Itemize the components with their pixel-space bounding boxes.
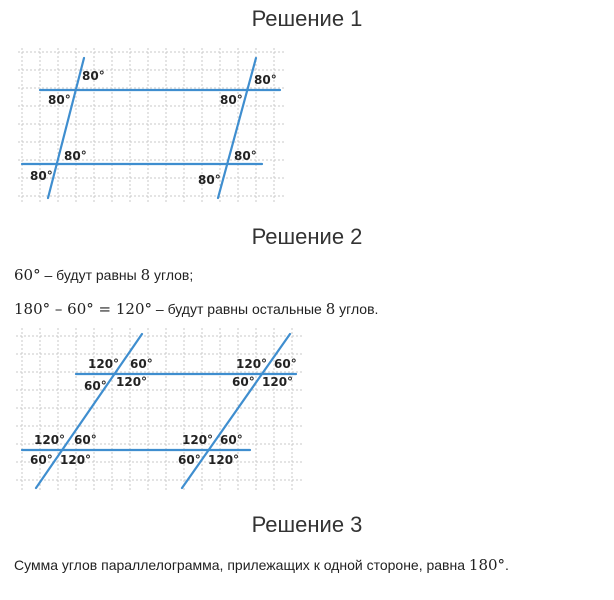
solution-2-line-1 — [14, 266, 193, 284]
solution-2-line-2 — [14, 300, 378, 318]
text-fragment: . — [505, 557, 509, 573]
solution-2-heading: Решение 2 — [251, 224, 363, 249]
solution-1-heading: Решение 1 — [251, 6, 363, 31]
angle-label: 80° — [220, 93, 243, 107]
angle-label: 80° — [198, 173, 221, 187]
angle-label: 80° — [30, 169, 53, 183]
text-fragment: углов; — [150, 267, 194, 283]
solution-3-heading: Решение 3 — [251, 512, 363, 537]
angle-label: 120° — [88, 357, 120, 371]
angle-label: 60° — [274, 357, 297, 371]
angle-label: 120° — [236, 357, 268, 371]
angle-label: 120° — [116, 375, 148, 389]
transversal-left — [48, 58, 84, 198]
text-fragment: углов. — [335, 301, 379, 317]
angle-label: 60° — [84, 379, 107, 393]
angle-label: 60° — [130, 357, 153, 371]
figure-2-diagram — [16, 328, 306, 494]
angle-label: 80° — [82, 69, 105, 83]
text-fragment: Сумма углов параллелограмма, прилежащих к одной стороне, равна — [14, 557, 469, 573]
angle-label: 80° — [234, 149, 257, 163]
angle-label: 120° — [262, 375, 294, 389]
transversal-right — [218, 58, 256, 198]
math-number: 8 — [325, 300, 336, 318]
angle-label: 60° — [30, 453, 53, 467]
angle-label: 80° — [254, 73, 277, 87]
figure-2-grid — [16, 328, 302, 492]
angle-label: 120° — [60, 453, 92, 467]
angle-label: 80° — [64, 149, 87, 163]
figure-1-grid — [18, 48, 286, 204]
angle-label: 60° — [178, 453, 201, 467]
angle-label: 120° — [182, 433, 214, 447]
solution-3-text — [14, 556, 509, 574]
math-expression: 180° — [468, 556, 506, 574]
math-number: 8 — [140, 266, 151, 284]
angle-label: 60° — [74, 433, 97, 447]
angle-label: 60° — [232, 375, 255, 389]
angle-label: 60° — [220, 433, 243, 447]
angle-label: 80° — [48, 93, 71, 107]
figure-1-diagram — [18, 48, 290, 208]
text-fragment: – будут равны — [40, 267, 141, 283]
math-expression: 60° — [14, 266, 41, 284]
math-expression: 180° – 60° = 120° — [14, 300, 152, 318]
angle-label: 120° — [34, 433, 66, 447]
text-fragment: – будут равны остальные — [152, 301, 326, 317]
angle-label: 120° — [208, 453, 240, 467]
